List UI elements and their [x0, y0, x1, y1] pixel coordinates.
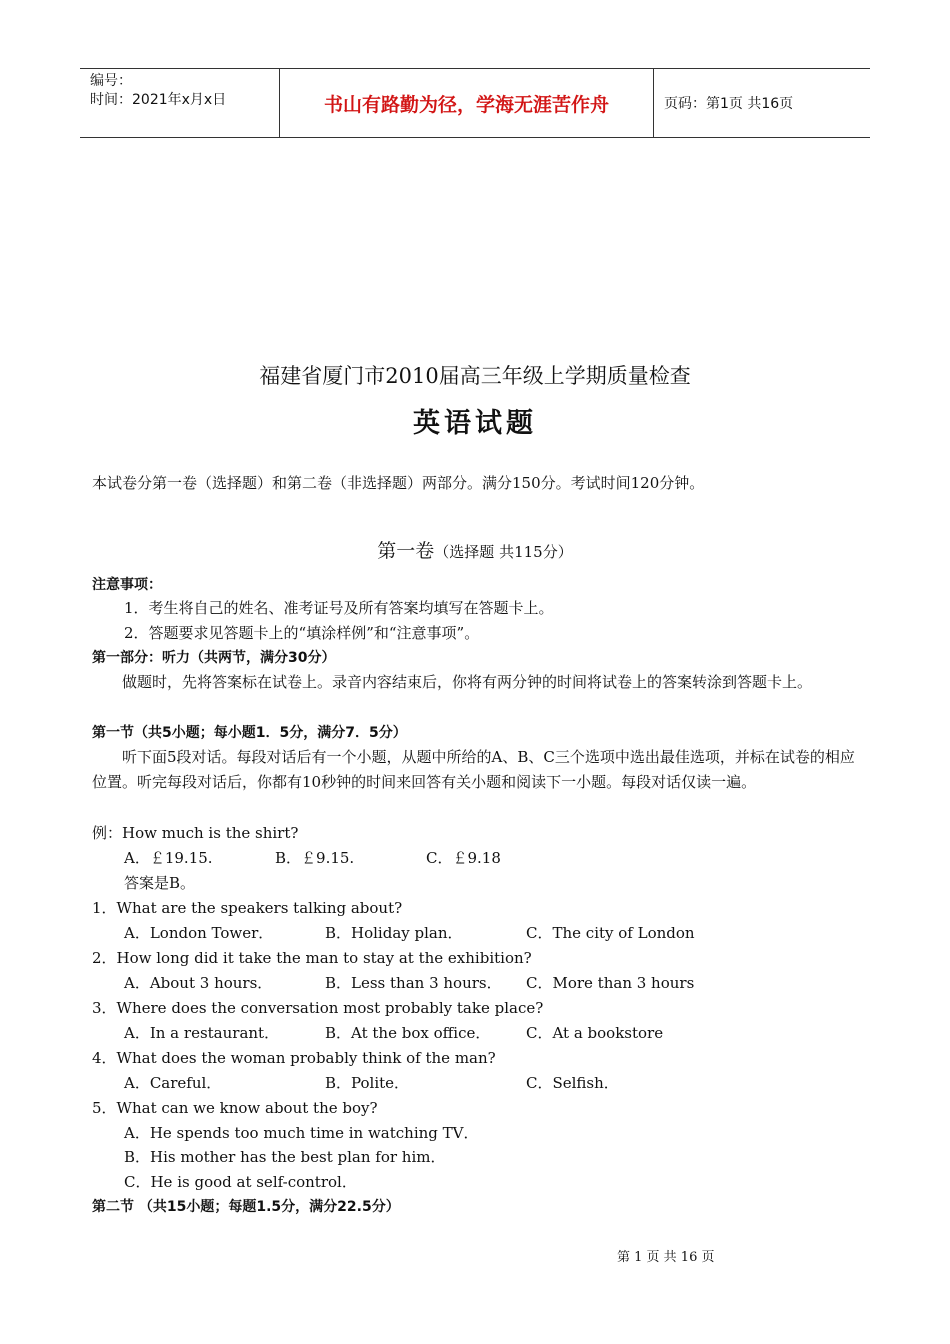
section1-note: （选择题 共115分） — [434, 543, 573, 561]
question-2-stem: 2．How long did it take the man to stay at the exhibition? — [92, 949, 532, 967]
section1-heading — [0, 536, 950, 563]
notes-item-2: 2．答题要求见答题卡上的“填涂样例”和“注意事项”。 — [124, 624, 480, 642]
question-3-option-c: C．At a bookstore — [526, 1024, 664, 1042]
intro-text: 本试卷分第一卷（选择题）和第二卷（非选择题）两部分。满分150分。考试时间120分钟。 — [92, 474, 705, 492]
page-header — [80, 68, 870, 138]
part1-heading: 第一部分：听力（共两节，满分30分） — [92, 650, 336, 666]
question-2-option-c: C．More than 3 hours — [526, 974, 695, 992]
question-4-option-b: B．Polite． — [325, 1074, 410, 1092]
time-label: 时间：2021年x月x日 — [90, 92, 227, 108]
question-3-stem: 3．Where does the conversation most probably take place? — [92, 999, 544, 1017]
question-1-option-a: A．London Tower． — [124, 924, 274, 942]
question-1-option-b: B．Holiday plan． — [325, 924, 463, 942]
question-3-option-b: B．At the box office． — [325, 1024, 491, 1042]
page-footer: 第 1 页 共 16 页 — [617, 1250, 715, 1265]
example-answer: 答案是B。 — [124, 874, 196, 892]
exam-title: 福建省厦门市2010届高三年级上学期质量检查 — [259, 364, 691, 388]
example-option-a: A．￡19.15. — [124, 849, 213, 867]
example-option-c: C．￡9.18 — [426, 849, 501, 867]
question-2-option-b: B．Less than 3 hours． — [325, 974, 502, 992]
question-3-option-a: A．In a restaurant． — [124, 1024, 280, 1042]
header-left — [80, 69, 280, 137]
question-5-option-a: A．He spends too much time in watching TV． — [124, 1124, 479, 1142]
part1-instruction: 做题时，先将答案标在试卷上。录音内容结束后，你将有两分钟的时间将试卷上的答案转涂到答题卡上。 — [122, 673, 813, 691]
question-5-option-b: B．His mother has the best plan for him． — [124, 1148, 446, 1166]
example-question: 例：How much is the shirt? — [92, 824, 299, 842]
subject-title: 英语试题 — [413, 408, 537, 439]
header-page-info: 页码：第1页 共16页 — [664, 96, 794, 112]
example-option-b: B．￡9.15. — [275, 849, 355, 867]
section-a-instruction: 听下面5段对话。每段对话后有一个小题，从题中所给的A、B、C三个选项中选出最佳选项，并标在试卷的相应位置。听完每段对话后，你都有10秒钟的时间来回答有关小题和阅读下一小题。每段对话仅读一遍。 — [92, 748, 855, 791]
question-4-stem: 4．What does the woman probably think of the man? — [92, 1049, 496, 1067]
section-a-heading: 第一节（共5小题；每小题1．5分，满分7．5分） — [92, 725, 407, 741]
question-1-option-c: C．The city of London — [526, 924, 695, 942]
question-4-option-c: C．Selfish． — [526, 1074, 619, 1092]
section-b-heading: 第二节 （共15小题；每题1.5分，满分22.5分） — [92, 1199, 400, 1215]
question-5-option-c: C．He is good at self-control． — [124, 1173, 357, 1191]
notes-label: 注意事项： — [92, 577, 162, 593]
section1-title: 第一卷 — [377, 540, 435, 562]
header-motto: 书山有路勤为径，学海无涯苦作舟 — [280, 69, 654, 137]
question-4-option-a: A．Careful． — [124, 1074, 222, 1092]
question-1-stem: 1．What are the speakers talking about? — [92, 899, 403, 917]
number-label: 编号： — [90, 73, 132, 89]
notes-item-1: 1．考生将自己的姓名、准考证号及所有答案均填写在答题卡上。 — [124, 599, 554, 617]
question-2-option-a: A．About 3 hours． — [124, 974, 273, 992]
question-5-stem: 5．What can we know about the boy? — [92, 1099, 378, 1117]
